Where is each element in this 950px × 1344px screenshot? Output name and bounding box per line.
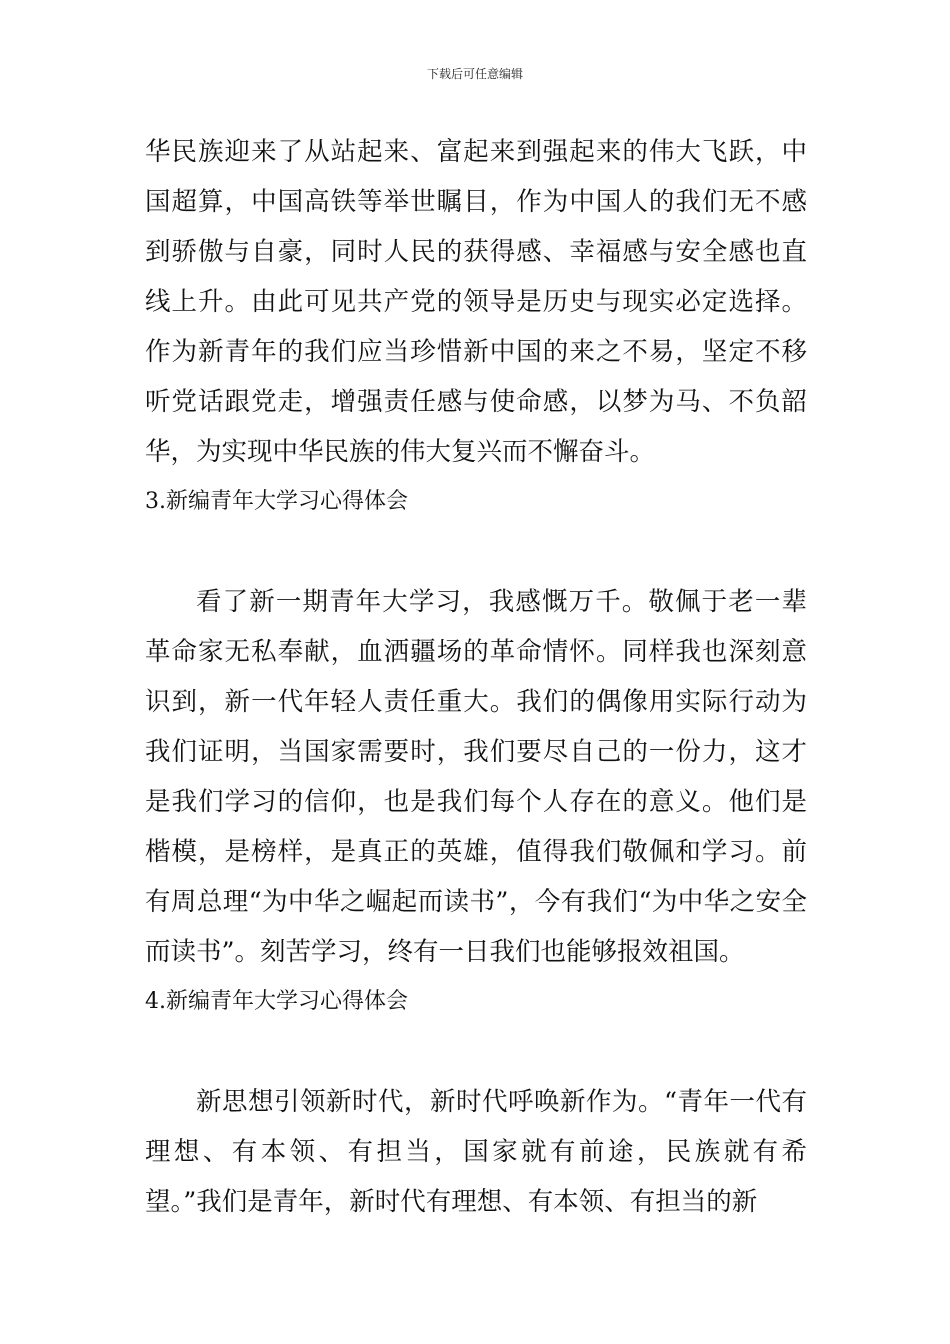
section-4-paragraph: 新思想引领新时代，新时代呼唤新作为。“青年一代有理想、有本领、有担当，国家就有前途，民族就有希望。”我们是青年，新时代有理想、有本领、有担当的新: [145, 1087, 807, 1217]
blank-line: [145, 527, 807, 577]
section-4-heading: 4.新编青年大学习心得体会: [145, 989, 408, 1014]
page-header: 下载后可任意编辑: [426, 67, 523, 81]
section-3-paragraph: 看了新一期青年大学习，我感慨万千。敬佩于老一辈革命家无私奉献，血洒疆场的革命情怀。同样我也深刻意识到，新一代年轻人责任重大。我们的偶像用实际行动为我们证明，当国家需要时，我们要尽自己的一份力，这才是我们学习的信仰，也是我们每个人存在的意义。他们是楷模，是榜样，是真正的英雄，值得我们敬佩和学习。前有周总理“为中华之崛起而读书”，今有我们“为中华之安全而读书”。刻苦学习，终有一日我们也能够报效祖国。: [145, 587, 807, 967]
blank-line: [145, 1027, 807, 1077]
section-3-heading: 3.新编青年大学习心得体会: [145, 489, 408, 514]
document-body: [145, 127, 807, 1227]
intro-paragraph: 华民族迎来了从站起来、富起来到强起来的伟大飞跃，中国超算，中国高铁等举世瞩目，作为中国人的我们无不感到骄傲与自豪，同时人民的获得感、幸福感与安全感也直线上升。由此可见共产党的领导是历史与现实必定选择。作为新青年的我们应当珍惜新中国的来之不易，坚定不移听党话跟党走，增强责任感与使命感，以梦为马、不负韶华，为实现中华民族的伟大复兴而不懈奋斗。: [145, 137, 807, 467]
